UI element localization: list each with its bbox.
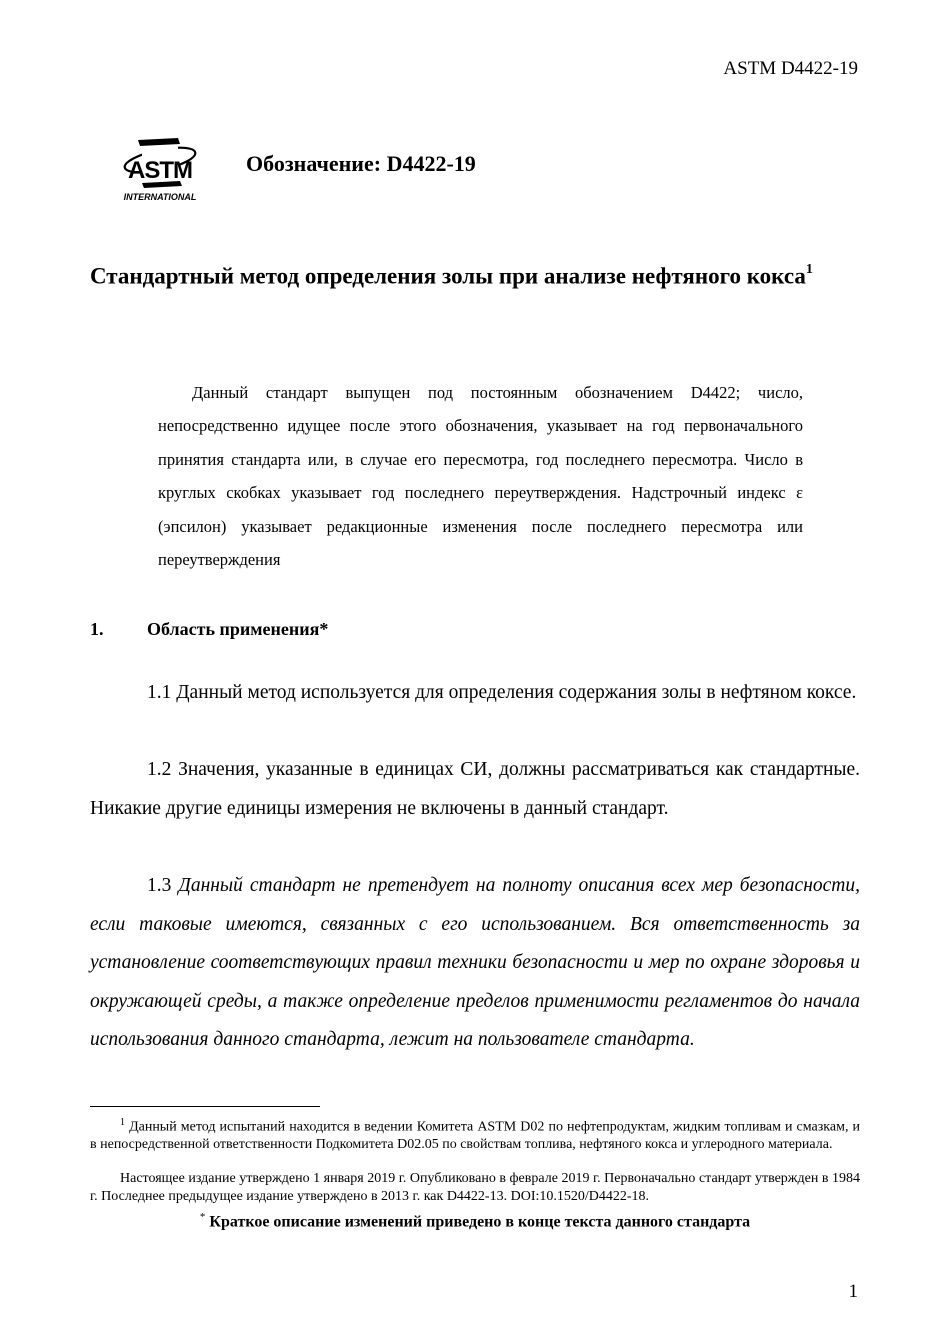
document-code-header: ASTM D4422-19	[723, 58, 858, 79]
paragraph-1-2	[90, 751, 860, 828]
paragraph-number: 1.2	[147, 759, 172, 780]
footnote-mark: 1	[120, 1117, 125, 1128]
astm-logo-icon	[120, 128, 204, 204]
designation-heading: Обозначение: D4422-19	[246, 151, 476, 176]
svg-text:INTERNATIONAL: INTERNATIONAL	[123, 192, 197, 202]
title-footnote-mark: 1	[805, 262, 813, 277]
paragraph-text: Данный стандарт не претендует на полноту описания всех мер безопасности, если таковые имеются, связанных с его использованием. Вся ответственность за установление соответствующих правил техники безопасности и мер по охране здоровья и окружающей среды, а также определение пределов применимости регламентов до начала использования данного стандарта, лежит на пользователе стандарта.	[90, 875, 861, 1050]
footnote-1	[90, 1114, 860, 1154]
footnote-approval: Настоящее издание утверждено 1 января 2019 г. Опубликовано в феврале 2019 г. Первоначально стандарт утвержден в 1984 г. Последнее предыдущее издание утверждено в 2013 г. как D4422-13. DOI:10.1520/D4422-18.	[90, 1171, 860, 1204]
title-text: Стандартный метод определения золы при анализе нефтяного кокса	[90, 263, 806, 289]
paragraph-1-3	[90, 867, 860, 1060]
footnote-text: Данный метод испытаний находится в ведении Комитета ASTM D02 по нефтепродуктам, жидким топливам и смазкам, и в непосредственной ответственности Подкомитета D02.05 по свойствам топлива, нефтяного кокса и углеродного материала.	[90, 1119, 860, 1153]
footnote-changes-summary	[90, 1209, 860, 1231]
astm-logo	[120, 128, 204, 204]
paragraph-number: 1.1	[147, 682, 172, 703]
section-heading-scope	[90, 619, 328, 640]
svg-text:ASTM: ASTM	[128, 157, 192, 184]
footnote-mark: *	[199, 1211, 206, 1223]
footnote-text: Краткое описание изменений приведено в конце текста данного стандарта	[209, 1213, 751, 1231]
paragraph-text: Данный метод используется для определения содержания золы в нефтяном коксе.	[176, 682, 857, 703]
paragraph-number: 1.3	[147, 875, 172, 896]
section-number: 1.	[90, 619, 104, 639]
page-number: 1	[848, 1281, 858, 1302]
document-title	[90, 253, 860, 296]
paragraph-1-1	[90, 674, 860, 713]
standard-abstract: Данный стандарт выпущен под постоянным обозначением D4422; число, непосредственно идущее после этого обозначения, указывает на год первоначального принятия стандарта или, в случае его пересмотра, год последнего пересмотра. Число в круглых скобках указывает год последнего переутверждения. Надстрочный индекс ε (эпсилон) указывает редакционные изменения после последнего пересмотра или переутверждения	[158, 383, 803, 570]
section-title: Область применения*	[147, 619, 329, 639]
footnote-divider	[90, 1106, 320, 1107]
paragraph-text: Значения, указанные в единицах СИ, должны рассматриваться как стандартные. Никакие другие единицы измерения не включены в данный стандарт.	[90, 759, 861, 819]
